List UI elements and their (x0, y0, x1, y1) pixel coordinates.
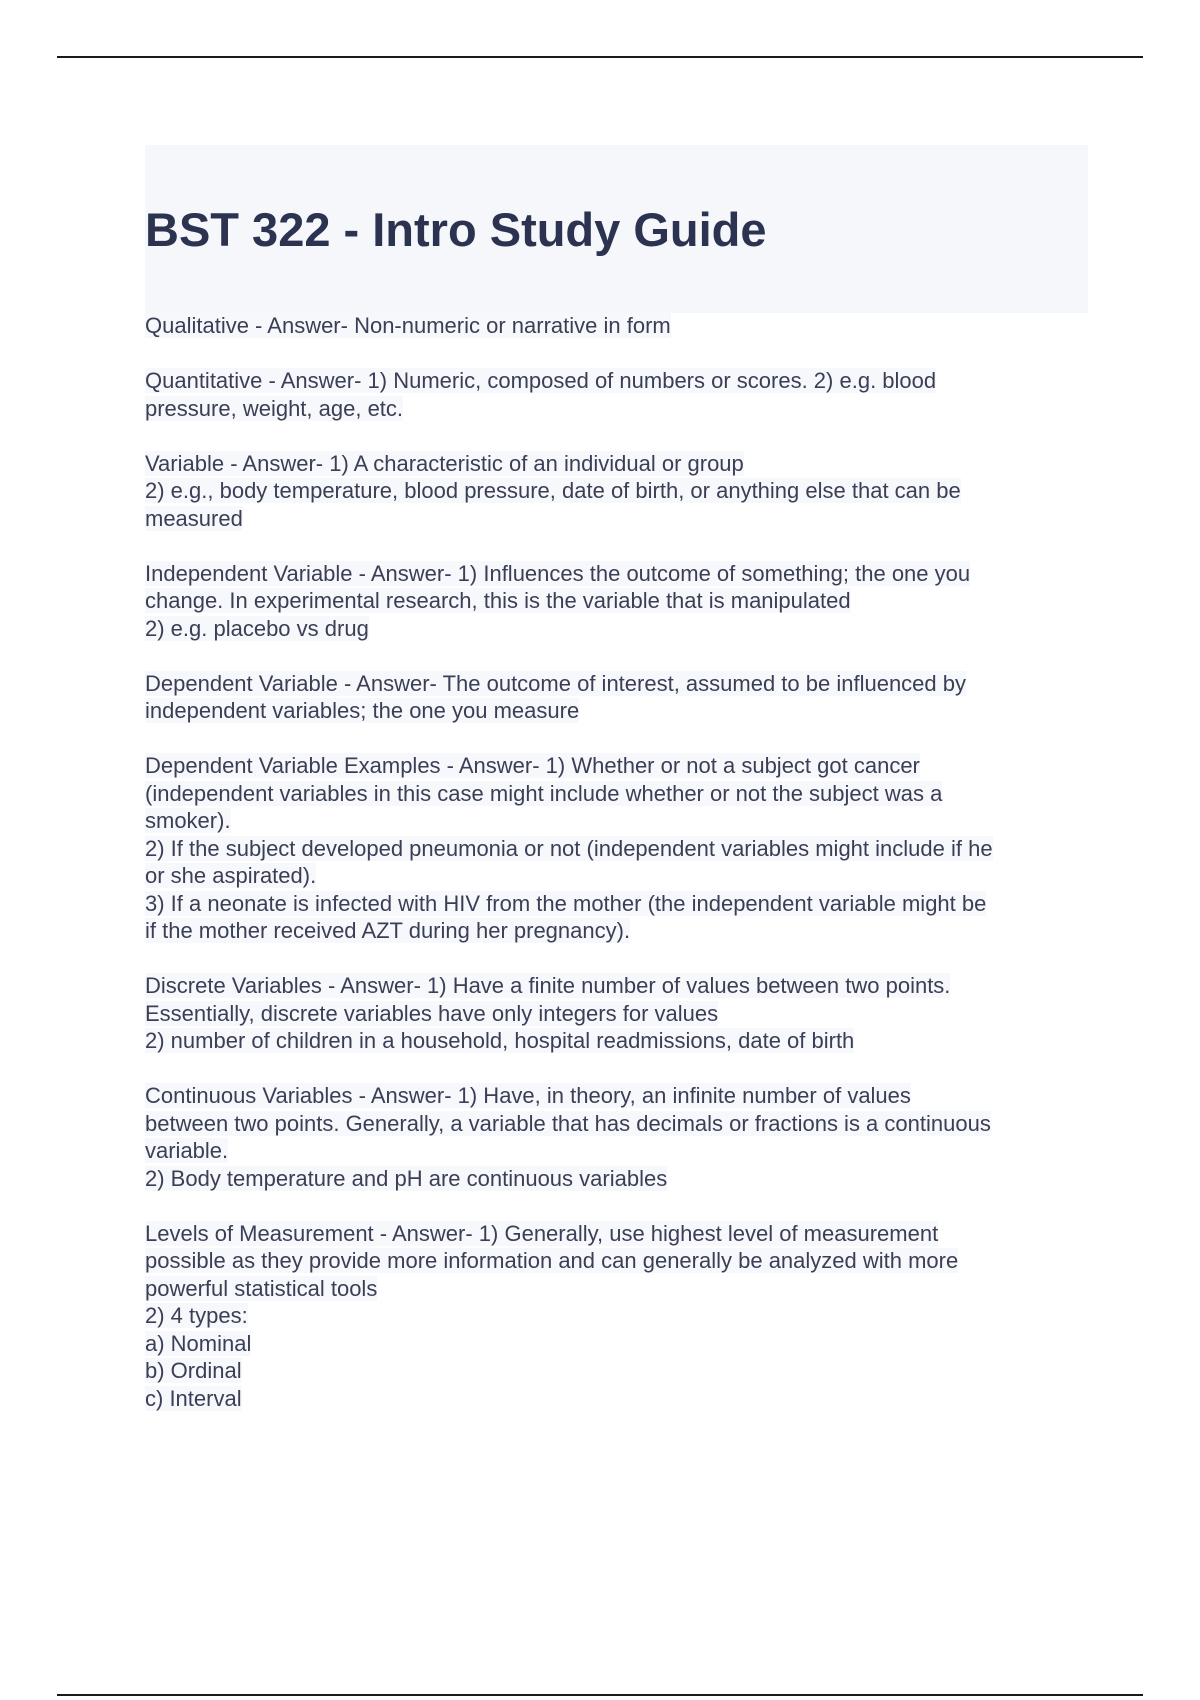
entry-line (145, 752, 1090, 780)
entry-line (145, 1137, 1090, 1165)
entry-line-text: 2) Body temperature and pH are continuous variables (145, 1165, 668, 1191)
entry-line (145, 477, 1090, 505)
entry-line (145, 1330, 1090, 1358)
entry-line (145, 1247, 1090, 1275)
entry-line (145, 615, 1090, 643)
entry-line-text: variable. (145, 1138, 229, 1163)
entry-line (145, 587, 1090, 615)
entry-line (145, 1082, 1090, 1110)
entry-line-text: 3) If a neonate is infected with HIV from the mother (the independent variable might be (145, 890, 987, 916)
entry-line (145, 1110, 1090, 1138)
document-title: BST 322 - Intro Study Guide (145, 203, 767, 256)
entry-line (145, 780, 1090, 808)
entry-line-text: 2) 4 types: (145, 1303, 248, 1328)
entry-line (145, 1275, 1090, 1303)
entry-line (145, 917, 1090, 945)
entry-line-text: between two points. Generally, a variable that has decimals or fractions is a continuous (145, 1110, 991, 1136)
entry-line (145, 1357, 1090, 1385)
qa-entry (145, 560, 1090, 643)
entry-line (145, 862, 1090, 890)
entry-line-text: or she aspirated). (145, 863, 317, 888)
entry-line-text: 2) number of children in a household, hospital readmissions, date of birth (145, 1028, 855, 1053)
entry-line (145, 450, 1090, 478)
entry-line (145, 1027, 1090, 1055)
entry-line (145, 1220, 1090, 1248)
bottom-rule (57, 1694, 1143, 1696)
entry-line-text: Essentially, discrete variables have only integers for values (145, 1000, 719, 1026)
qa-entry (145, 1082, 1090, 1192)
entry-line (145, 1000, 1090, 1028)
entry-line-text: Independent Variable - Answer- 1) Influences the outcome of something; the one you (145, 560, 971, 586)
entry-line-text: Variable - Answer- 1) A characteristic of an individual or group (145, 450, 744, 476)
entry-line-text: 2) If the subject developed pneumonia or not (independent variables might include if he (145, 835, 993, 861)
entry-line-text: Discrete Variables - Answer- 1) Have a finite number of values between two points. (145, 973, 951, 998)
entry-line-text: (independent variables in this case might include whether or not the subject was a (145, 780, 943, 806)
entry-line (145, 1385, 1090, 1413)
entry-line-text: smoker). (145, 808, 231, 833)
qa-entry (145, 450, 1090, 533)
entry-line-text: Continuous Variables - Answer- 1) Have, in theory, an infinite number of values (145, 1083, 911, 1108)
entry-line-text: measured (145, 505, 243, 531)
entry-line (145, 807, 1090, 835)
document-body (145, 312, 1090, 1440)
entry-line-text: Dependent Variable Examples - Answer- 1) Whether or not a subject got cancer (145, 753, 920, 778)
entry-line-text: pressure, weight, age, etc. (145, 395, 404, 421)
entry-line-text: independent variables; the one you measure (145, 698, 580, 723)
entry-line-text: Dependent Variable - Answer- The outcome of interest, assumed to be influenced by (145, 670, 966, 696)
entry-line (145, 670, 1090, 698)
entry-line (145, 890, 1090, 918)
entry-line (145, 835, 1090, 863)
entry-line-text: 2) e.g. placebo vs drug (145, 615, 369, 641)
entry-line (145, 1165, 1090, 1193)
entry-line (145, 560, 1090, 588)
qa-entry (145, 972, 1090, 1055)
entry-line (145, 1302, 1090, 1330)
qa-entry (145, 670, 1090, 725)
entry-line-text: c) Interval (145, 1385, 242, 1411)
entry-line-text: powerful statistical tools (145, 1275, 378, 1301)
entry-line-text: Quantitative - Answer- 1) Numeric, composed of numbers or scores. 2) e.g. blood (145, 368, 937, 393)
entry-line (145, 395, 1090, 423)
qa-entry (145, 312, 1090, 340)
entry-line (145, 505, 1090, 533)
qa-entry (145, 752, 1090, 945)
entry-line (145, 312, 1090, 340)
entry-line-text: if the mother received AZT during her pregnancy). (145, 918, 631, 943)
top-rule (57, 56, 1143, 58)
entry-line-text: a) Nominal (145, 1330, 252, 1356)
qa-entry (145, 1220, 1090, 1413)
entry-line (145, 367, 1090, 395)
qa-entry (145, 367, 1090, 422)
entry-line-text: 2) e.g., body temperature, blood pressure, date of birth, or anything else that can be (145, 478, 961, 503)
entry-line (145, 697, 1090, 725)
entry-line-text: b) Ordinal (145, 1358, 242, 1383)
entry-line-text: change. In experimental research, this is the variable that is manipulated (145, 588, 851, 613)
entry-line (145, 972, 1090, 1000)
entry-line-text: Levels of Measurement - Answer- 1) Generally, use highest level of measurement (145, 1220, 939, 1246)
entry-line-text: Qualitative - Answer- Non-numeric or narrative in form (145, 313, 671, 338)
entry-line-text: possible as they provide more information and can generally be analyzed with more (145, 1248, 959, 1273)
